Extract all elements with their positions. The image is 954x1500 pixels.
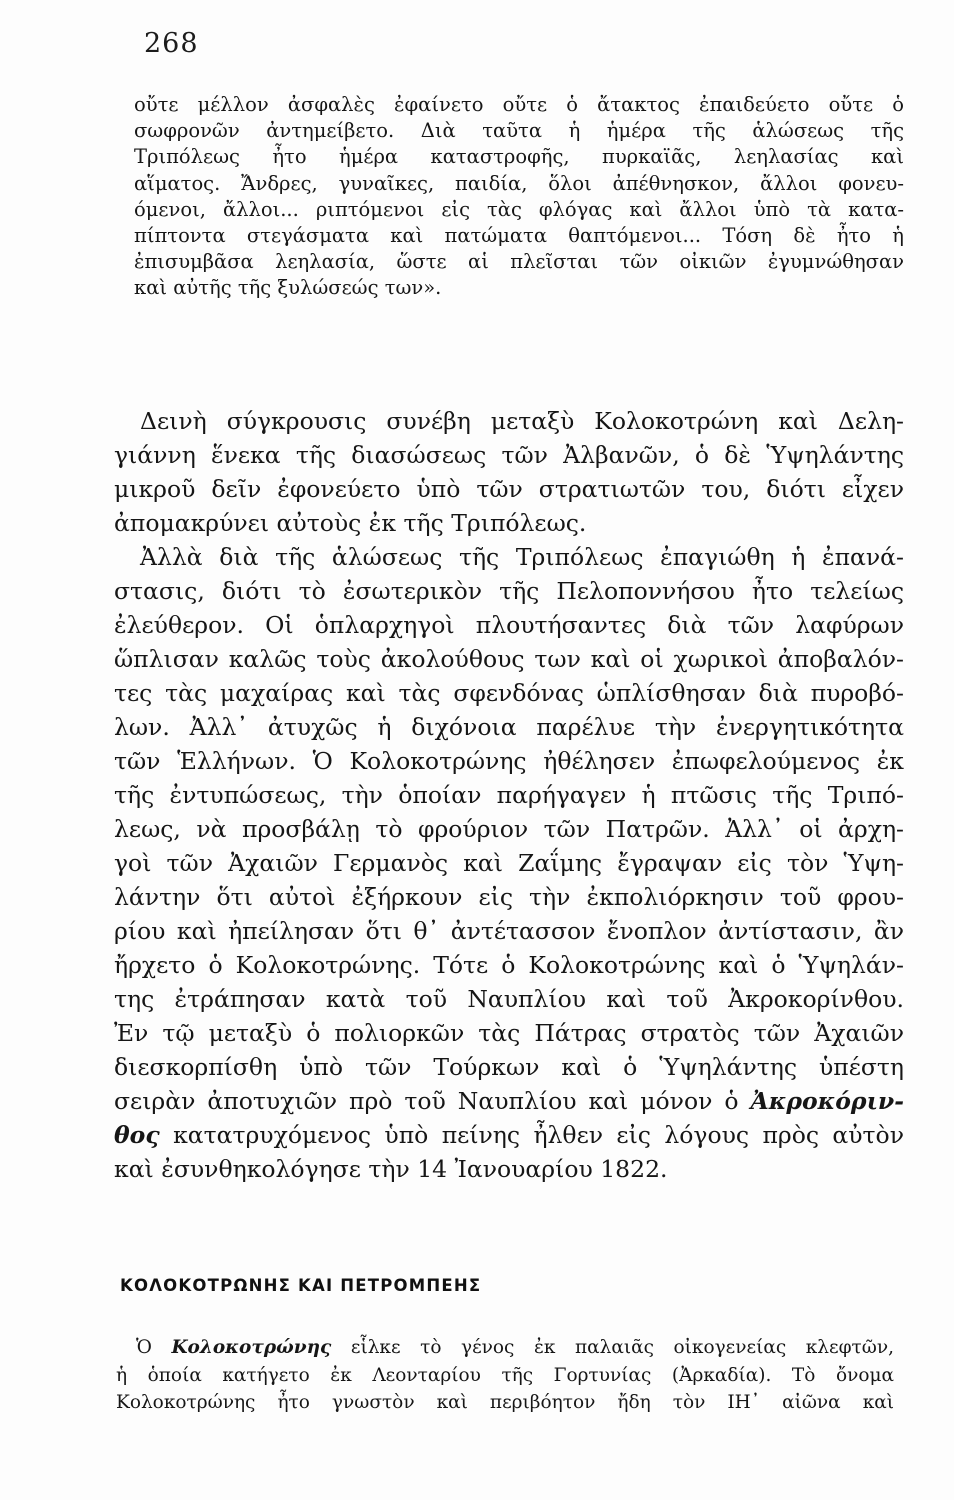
body-line bbox=[114, 1118, 904, 1152]
body-text-span: κατατρυχόμενος ὑπὸ πείνης ἦλθεν εἰς λόγους πρὸς αὐτὸν bbox=[159, 1121, 904, 1149]
emphasized-name: θος bbox=[114, 1121, 160, 1149]
body-line: της ἐτράπησαν κατὰ τοῦ Ναυπλίου καὶ τοῦ Ἀκροκορίνθου. bbox=[114, 985, 904, 1013]
quote-line: πίπτοντα στεγάσματα καὶ πατώματα θαπτόμενοι... Τόση δὲ ἦτο ἡ bbox=[134, 223, 904, 247]
section-text-span: εἷλκε τὸ γένος ἐκ παλαιᾶς οἰκογενείας κλεφτῶν, bbox=[331, 1337, 895, 1358]
quote-line: ἐπισυμβᾶσα λεηλασία, ὥστε αἱ πλεῖσται τῶν οἰκιῶν ἐγυμνώθησαν bbox=[134, 250, 904, 274]
body-line: ἐλεύθερον. Οἱ ὁπλαρχηγοὶ πλουτήσαντες διὰ τῶν λαφύρων bbox=[114, 611, 904, 639]
emphasized-name: Κολοκοτρώνης bbox=[171, 1337, 332, 1358]
body-line bbox=[114, 1084, 904, 1118]
body-line: ἀπομακρύνει αὐτοὺς ἐκ τῆς Τριπόλεως. bbox=[114, 509, 587, 537]
body-line: καὶ ἐσυνθηκολόγησε τὴν 14 Ἰανουαρίου 1822. bbox=[114, 1155, 668, 1183]
body-line: γοὶ τῶν Ἀχαιῶν Γερμανὸς καὶ Ζαΐμης ἔγραψαν εἰς τὸν Ὑψη- bbox=[114, 849, 904, 877]
body-line: λάντην ὅτι αὐτοὶ ἐξήρκουν εἰς τὴν ἐκπολιόρκησιν τοῦ φρου- bbox=[114, 883, 904, 911]
body-line: τῆς ἐντυπώσεως, τὴν ὁποίαν παρήγαγεν ἡ πτῶσις τῆς Τριπό- bbox=[114, 781, 904, 809]
quote-block bbox=[134, 92, 904, 302]
body-line: γιάννη ἕνεκα τῆς διασώσεως τῶν Ἀλβανῶν, ὁ δὲ Ὑψηλάντης bbox=[114, 441, 904, 469]
section-line: ἡ ὁποία κατήγετο ἐκ Λεονταρίου τῆς Γορτυνίας (Ἀρκαδία). Τὸ ὄνομα bbox=[116, 1364, 894, 1386]
quote-line: αἵματος. Ἄνδρες, γυναῖκες, παιδία, ὅλοι ἀπέθνησκον, ἄλλοι φονευ- bbox=[134, 171, 904, 195]
quote-line: σωφρονῶν ἀντημείβετο. Διὰ ταῦτα ἡ ἡμέρα τῆς ἁλώσεως τῆς bbox=[134, 119, 904, 143]
body-line: τες τὰς μαχαίρας καὶ τὰς σφενδόνας ὡπλίσθησαν διὰ πυροβό- bbox=[114, 679, 904, 707]
body-line: διεσκορπίσθη ὑπὸ τῶν Τούρκων καὶ ὁ Ὑψηλάντης ὑπέστη bbox=[114, 1053, 904, 1081]
body-text bbox=[114, 404, 904, 1186]
quote-line: Τριπόλεως ἦτο ἡμέρα καταστροφῆς, πυρκαϊᾶς, λεηλασίας καὶ bbox=[134, 145, 904, 169]
body-line: Δεινὴ σύγκρουσις συνέβη μεταξὺ Κολοκοτρώνη καὶ Δελη- bbox=[140, 407, 904, 435]
emphasized-name: Ἀκροκόριν- bbox=[750, 1087, 904, 1115]
body-line: Ἀλλὰ διὰ τῆς ἁλώσεως τῆς Τριπόλεως ἐπαγιώθη ἡ ἐπανά- bbox=[140, 543, 904, 571]
section-line bbox=[116, 1334, 894, 1362]
body-line: ὥπλισαν καλῶς τοὺς ἀκολούθους των καὶ οἱ χωρικοὶ ἀποβαλόν- bbox=[114, 645, 904, 673]
body-text-span: σειρὰν ἀποτυχιῶν πρὸ τοῦ Ναυπλίου καὶ μόνον ὁ bbox=[114, 1087, 739, 1115]
body-line: στασις, διότι τὸ ἐσωτερικὸν τῆς Πελοποννήσου ἦτο τελείως bbox=[114, 577, 904, 605]
body-line: μικροῦ δεῖν ἐφονεύετο ὑπὸ τῶν στρατιωτῶν του, διότι εἶχεν bbox=[114, 475, 904, 503]
quote-line: οὔτε μέλλον ἀσφαλὲς ἐφαίνετο οὔτε ὁ ἄτακτος ἐπαιδεύετο οὔτε ὁ bbox=[134, 93, 904, 116]
body-line: Ἐν τῷ μεταξὺ ὁ πολιορκῶν τὰς Πάτρας στρατὸς τῶν Ἀχαιῶν bbox=[114, 1019, 904, 1047]
section-text bbox=[116, 1334, 894, 1417]
body-line: τῶν Ἑλλήνων. Ὁ Κολοκοτρώνης ἠθέλησεν ἐπωφελούμενος ἐκ bbox=[114, 747, 904, 775]
page-number: 268 bbox=[144, 28, 199, 59]
quote-line: όμενοι, ἄλλοι... ριπτόμενοι εἰς τὰς φλόγας καὶ ἄλλοι ὑπὸ τὰ κατα- bbox=[134, 197, 904, 221]
quote-line: καὶ αὐτῆς τῆς ξυλώσεώς των». bbox=[134, 276, 442, 300]
section-heading: ΚΟΛΟΚΟΤΡΩΝΗΣ ΚΑΙ ΠΕΤΡΟΜΠΕΗΣ bbox=[120, 1276, 482, 1295]
body-line: ρίου καὶ ἠπείλησαν ὅτι θ᾽ ἀντέτασσον ἔνοπλον ἀντίστασιν, ἂν bbox=[114, 917, 904, 945]
section-line: Κολοκοτρώνης ἦτο γνωστὸν καὶ περιβόητον ἤδη τὸν ΙΗ᾽ αἰῶνα καὶ bbox=[116, 1392, 894, 1413]
body-line: λεως, νὰ προσβάλῃ τὸ φρούριον τῶν Πατρῶν. Ἀλλ᾽ οἱ ἀρχη- bbox=[114, 815, 904, 843]
section-text-span: Ὁ bbox=[136, 1337, 172, 1358]
body-line: λων. Ἀλλ᾽ ἀτυχῶς ἡ διχόνοια παρέλυε τὴν ἐνεργητικότητα bbox=[114, 713, 904, 741]
body-line: ἤρχετο ὁ Κολοκοτρώνης. Τότε ὁ Κολοκοτρώνης καὶ ὁ Ὑψηλάν- bbox=[114, 951, 904, 979]
